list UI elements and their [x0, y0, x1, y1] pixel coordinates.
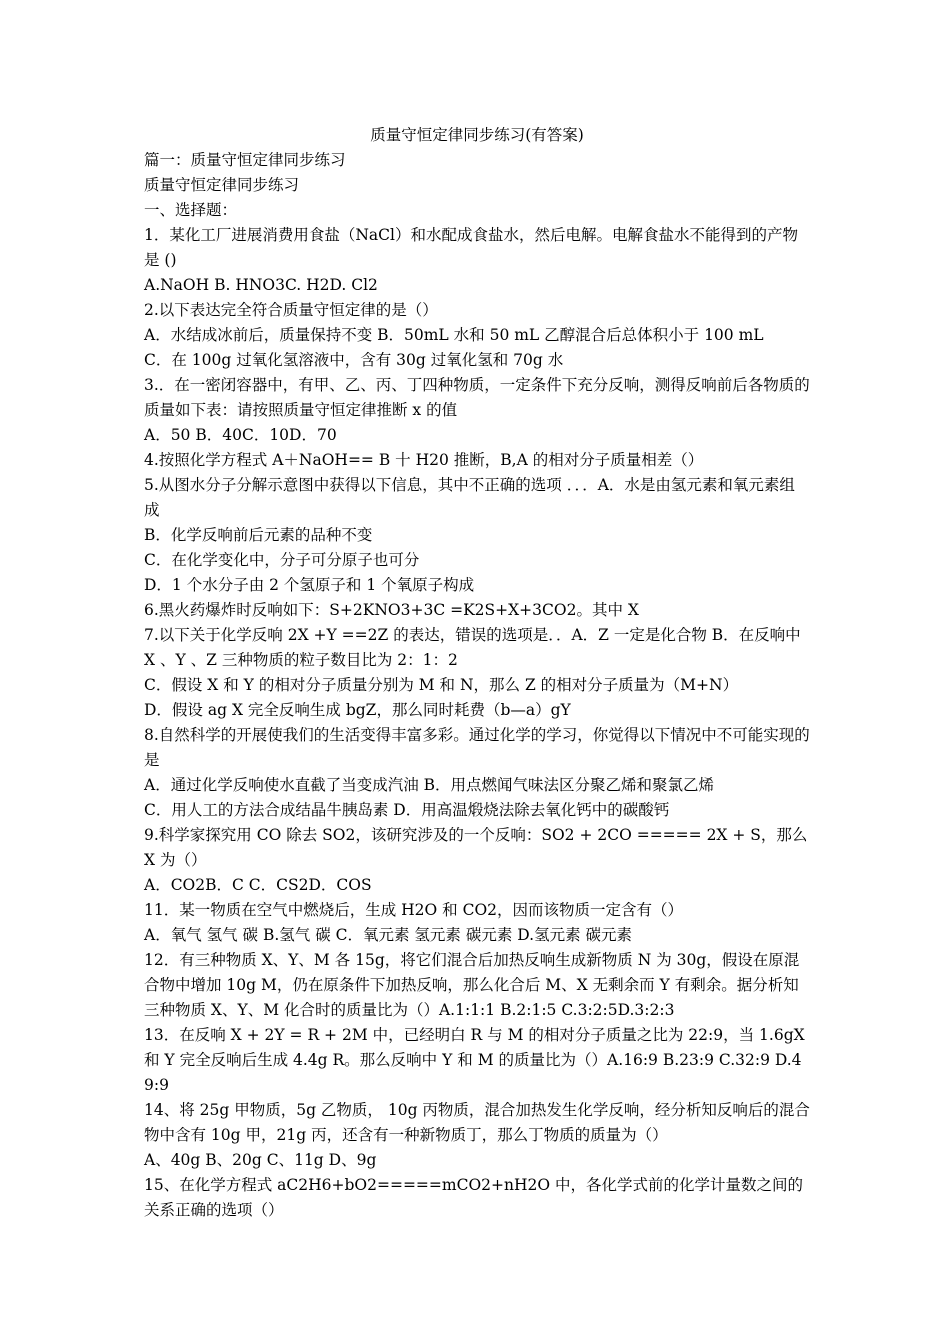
question-7: 7.以下关于化学反响 2X +Y ==2Z 的表达，错误的选项是．．A．Z 一定是化合物 B．在反响中 X 、Y 、Z 三种物质的粒子数目比为 2：1：2 — [144, 626, 801, 669]
options-8c: C．用人工的方法合成结晶牛胰岛素 D．用高温煅烧法除去氧化钙中的碳酸钙 — [144, 801, 670, 819]
options-11: A．氧气 氢气 碳 B.氢气 碳 C．氧元素 氢元素 碳元素 D.氢元素 碳元素 — [144, 926, 633, 944]
options-9: A．CO2B．C C．CS2D．COS — [144, 876, 372, 894]
question-2: 2.以下表达完全符合质量守恒定律的是（） — [144, 301, 438, 319]
options-5b: B．化学反响前后元素的品种不变 — [144, 526, 373, 544]
question-6: 6.黑火药爆炸时反响如下：S+2KNO3+3C =K2S+X+3CO2。其中 X — [144, 601, 639, 619]
question-3: 3.．在一密闭容器中，有甲、乙、丙、丁四种物质，一定条件下充分反响，测得反响前后各物质的质量如下表：请按照质量守恒定律推断 x 的值 — [144, 376, 810, 419]
text-line: 一、选择题： — [144, 201, 238, 219]
options-2b: C．在 100g 过氧化氢溶液中，含有 30g 过氧化氢和 70g 水 — [144, 351, 564, 369]
text-line: 篇一：质量守恒定律同步练习 — [144, 151, 346, 169]
question-5: 5.从图水分子分解示意图中获得以下信息，其中不正确的选项 ．．．A．水是由氢元素和氧元素组成 — [144, 476, 795, 519]
document-title: 质量守恒定律同步练习(有答案) — [370, 126, 584, 144]
options-2a: A．水结成冰前后，质量保持不变 B．50mL 水和 50 mL 乙醇混合后总体积小于 100 mL — [144, 326, 764, 344]
options-5d: D．1 个水分子由 2 个氢原子和 1 个氧原子构成 — [144, 576, 475, 594]
options-7c: C．假设 X 和 Y 的相对分子质量分别为 M 和 N，那么 Z 的相对分子质量为（M+N） — [144, 676, 739, 694]
question-4: 4.按照化学方程式 A＋NaOH== B 十 H20 推断，B,A 的相对分子质量相差（） — [144, 451, 704, 469]
document-page — [144, 123, 810, 1223]
question-14: 14、将 25g 甲物质，5g 乙物质， 10g 丙物质，混合加热发生化学反响，经分析知反响后的混合物中含有 10g 甲，21g 丙，还含有一种新物质丁，那么丁物质的质量为（） — [144, 1101, 810, 1144]
question-11: 11．某一物质在空气中燃烧后，生成 H2O 和 CO2，因而该物质一定含有（） — [144, 901, 684, 919]
options-1: A.NaOH B. HNO3C. H2D. Cl2 — [144, 276, 378, 294]
question-13: 13．在反响 X + 2Y = R + 2M 中，已经明白 R 与 M 的相对分子质量之比为 22:9，当 1.6gX 和 Y 完全反响后生成 4.4g R。那么反响中 Y 和 M 的质量比为（）A.16:9 B.23:9 C.32:9 D.49:9 — [144, 1026, 805, 1094]
question-15: 15、在化学方程式 aC2H6+bO2=====mCO2+nH2O 中，各化学式前的化学计量数之间的关系正确的选项（） — [144, 1176, 804, 1219]
question-9: 9.科学家探究用 CO 除去 SO2，该研究涉及的一个反响：SO2 + 2CO ===== 2X + S，那么 X 为（） — [144, 826, 808, 869]
options-3: A．50 B．40C．10D．70 — [144, 426, 337, 444]
question-1: 1．某化工厂进展消费用食盐（NaCl）和水配成食盐水，然后电解。电解食盐水不能得到的产物是 () — [144, 226, 798, 269]
options-5c: C．在化学变化中，分子可分原子也可分 — [144, 551, 420, 569]
options-7d: D．假设 ag X 完全反响生成 bgZ，那么同时耗费（b—a）gY — [144, 701, 571, 719]
options-8a: A．通过化学反响使水直截了当变成汽油 B．用点燃闻气味法区分聚乙烯和聚氯乙烯 — [144, 776, 715, 794]
question-8: 8.自然科学的开展使我们的生活变得丰富多彩。通过化学的学习，你觉得以下情况中不可能实现的是 — [144, 726, 810, 769]
question-12: 12．有三种物质 X、Y、M 各 15g，将它们混合后加热反响生成新物质 N 为 30g，假设在原混合物中增加 10g M，仍在原条件下加热反响，那么化合后 M、X 无剩余而 Y 有剩余。据分析知三种物质 X、Y、M 化合时的质量比为（）A.1:1:1 B.2:1:5 C.3:2:5D.3:2:3 — [144, 951, 800, 1019]
text-line: 质量守恒定律同步练习 — [144, 176, 300, 194]
options-14: A、40g B、20g C、11g D、9g — [144, 1151, 377, 1169]
